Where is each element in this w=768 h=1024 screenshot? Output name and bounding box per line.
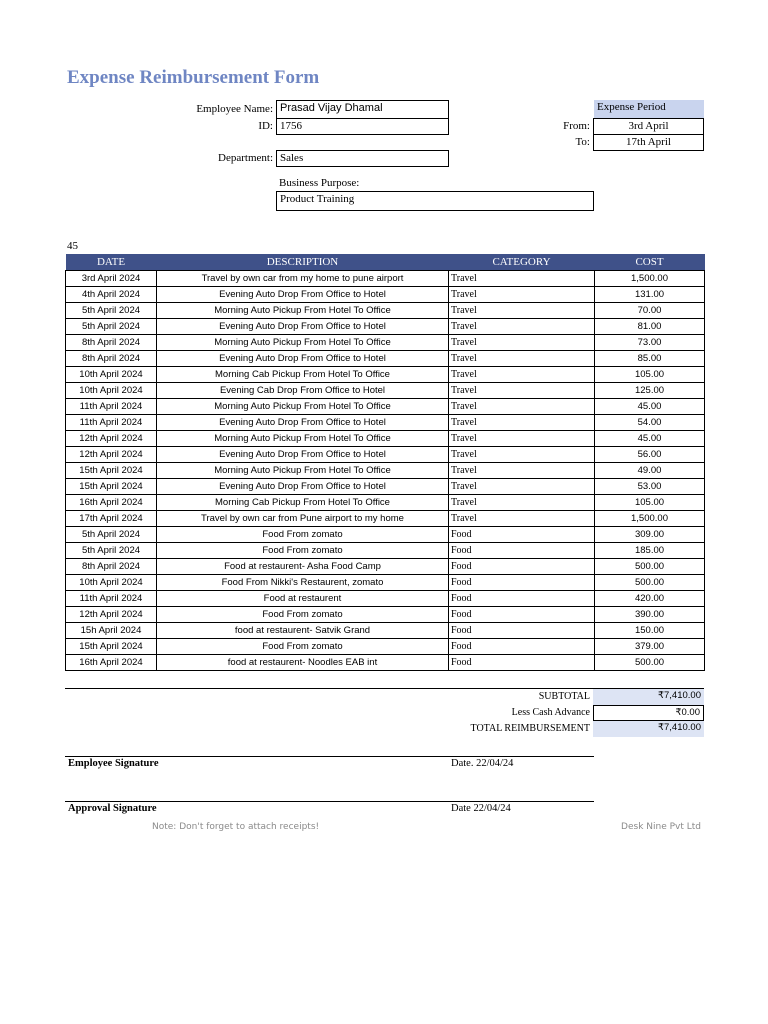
description-cell[interactable]: Food From zomato: [157, 607, 449, 623]
cash-advance-label: Less Cash Advance: [511, 707, 590, 718]
total-reimbursement-value: ₹7,410.00: [593, 721, 704, 737]
subtotal-value: ₹7,410.00: [593, 689, 704, 705]
category-cell[interactable]: Travel: [449, 271, 595, 287]
description-cell[interactable]: Travel by own car from Pune airport to my home: [157, 511, 449, 527]
cost-cell[interactable]: 131.00: [595, 287, 705, 303]
date-cell[interactable]: 16th April 2024: [66, 495, 157, 511]
date-cell[interactable]: 15th April 2024: [66, 639, 157, 655]
category-cell[interactable]: Travel: [449, 415, 595, 431]
cost-cell[interactable]: 379.00: [595, 639, 705, 655]
description-column-header: DESCRIPTION: [157, 254, 449, 271]
table-row: [66, 431, 705, 447]
date-cell[interactable]: 8th April 2024: [66, 335, 157, 351]
category-cell[interactable]: Travel: [449, 287, 595, 303]
expense-period-header: Expense Period: [594, 100, 704, 118]
date-cell[interactable]: 16th April 2024: [66, 655, 157, 671]
table-row: [66, 447, 705, 463]
date-cell[interactable]: 10th April 2024: [66, 383, 157, 399]
date-cell[interactable]: 8th April 2024: [66, 351, 157, 367]
cost-cell[interactable]: 420.00: [595, 591, 705, 607]
date-cell[interactable]: 11th April 2024: [66, 591, 157, 607]
category-cell[interactable]: Food: [449, 639, 595, 655]
subtotal-label: SUBTOTAL: [538, 691, 590, 702]
description-cell[interactable]: Evening Auto Drop From Office to Hotel: [157, 319, 449, 335]
cost-column-header: COST: [595, 254, 705, 271]
table-row: [66, 559, 705, 575]
form-title: Expense Reimbursement Form: [67, 67, 320, 88]
table-row: [66, 319, 705, 335]
category-cell[interactable]: Food: [449, 607, 595, 623]
description-cell[interactable]: food at restaurent- Noodles EAB int: [157, 655, 449, 671]
table-row: [66, 367, 705, 383]
date-cell[interactable]: 17th April 2024: [66, 511, 157, 527]
description-cell[interactable]: Morning Auto Pickup From Hotel To Office: [157, 399, 449, 415]
category-cell[interactable]: Travel: [449, 447, 595, 463]
cost-cell[interactable]: 500.00: [595, 575, 705, 591]
table-row: [66, 591, 705, 607]
employee-signature-line: [65, 756, 594, 757]
date-cell[interactable]: 12th April 2024: [66, 607, 157, 623]
description-cell[interactable]: Morning Cab Pickup From Hotel To Office: [157, 495, 449, 511]
table-row: [66, 287, 705, 303]
table-row: [66, 511, 705, 527]
description-cell[interactable]: Food at restaurent- Asha Food Camp: [157, 559, 449, 575]
date-cell[interactable]: 4th April 2024: [66, 287, 157, 303]
description-cell[interactable]: food at restaurent- Satvik Grand: [157, 623, 449, 639]
cost-cell[interactable]: 81.00: [595, 319, 705, 335]
expense-table: [65, 254, 705, 671]
table-row: [66, 495, 705, 511]
description-cell[interactable]: Evening Auto Drop From Office to Hotel: [157, 287, 449, 303]
business-purpose-field[interactable]: Product Training: [276, 191, 594, 211]
table-row: [66, 463, 705, 479]
department-field[interactable]: Sales: [276, 150, 449, 167]
cost-cell[interactable]: 150.00: [595, 623, 705, 639]
table-row: [66, 607, 705, 623]
description-cell[interactable]: Morning Auto Pickup From Hotel To Office: [157, 303, 449, 319]
id-field[interactable]: 1756: [276, 118, 449, 135]
category-cell[interactable]: Travel: [449, 495, 595, 511]
table-row: [66, 543, 705, 559]
approval-signature-line: [65, 801, 594, 802]
category-cell[interactable]: Food: [449, 575, 595, 591]
date-cell[interactable]: 15h April 2024: [66, 623, 157, 639]
category-cell[interactable]: Travel: [449, 431, 595, 447]
date-cell[interactable]: 15th April 2024: [66, 463, 157, 479]
employee-signature-label: Employee Signature: [68, 758, 159, 769]
description-cell[interactable]: Food From zomato: [157, 527, 449, 543]
receipts-note: Note: Don't forget to attach receipts!: [152, 822, 320, 832]
table-row: [66, 479, 705, 495]
date-cell[interactable]: 8th April 2024: [66, 559, 157, 575]
cost-cell[interactable]: 1,500.00: [595, 511, 705, 527]
cost-cell[interactable]: 1,500.00: [595, 271, 705, 287]
date-cell[interactable]: 5th April 2024: [66, 319, 157, 335]
table-header-row: [66, 254, 705, 271]
date-cell[interactable]: 5th April 2024: [66, 543, 157, 559]
category-column-header: CATEGORY: [449, 254, 595, 271]
cost-cell[interactable]: 500.00: [595, 559, 705, 575]
description-cell[interactable]: Evening Auto Drop From Office to Hotel: [157, 415, 449, 431]
category-cell[interactable]: Travel: [449, 463, 595, 479]
table-row: [66, 575, 705, 591]
category-cell[interactable]: Food: [449, 559, 595, 575]
description-cell[interactable]: Morning Auto Pickup From Hotel To Office: [157, 335, 449, 351]
description-cell[interactable]: Evening Cab Drop From Office to Hotel: [157, 383, 449, 399]
cost-cell[interactable]: 54.00: [595, 415, 705, 431]
business-purpose-label: Business Purpose:: [279, 177, 360, 189]
category-cell[interactable]: Travel: [449, 319, 595, 335]
description-cell[interactable]: Food From Nikki's Restaurent, zomato: [157, 575, 449, 591]
company-name: Desk Nine Pvt Ltd: [621, 822, 701, 832]
description-cell[interactable]: Travel by own car from my home to pune airport: [157, 271, 449, 287]
date-cell[interactable]: 5th April 2024: [66, 527, 157, 543]
to-date-field[interactable]: 17th April: [593, 134, 704, 151]
cost-cell[interactable]: 85.00: [595, 351, 705, 367]
category-cell[interactable]: Travel: [449, 335, 595, 351]
to-label: To:: [575, 136, 590, 148]
cost-cell[interactable]: 309.00: [595, 527, 705, 543]
description-cell[interactable]: Food From zomato: [157, 543, 449, 559]
category-cell[interactable]: Travel: [449, 367, 595, 383]
cost-cell[interactable]: 70.00: [595, 303, 705, 319]
from-label: From:: [563, 120, 590, 132]
stray-cell-value: 45: [67, 240, 78, 252]
category-cell[interactable]: Food: [449, 591, 595, 607]
table-row: [66, 527, 705, 543]
category-cell[interactable]: Food: [449, 527, 595, 543]
description-cell[interactable]: Food From zomato: [157, 639, 449, 655]
table-row: [66, 351, 705, 367]
cost-cell[interactable]: 105.00: [595, 495, 705, 511]
date-cell[interactable]: 15th April 2024: [66, 479, 157, 495]
date-cell[interactable]: 12th April 2024: [66, 447, 157, 463]
cost-cell[interactable]: 105.00: [595, 367, 705, 383]
table-row: [66, 383, 705, 399]
category-cell[interactable]: Food: [449, 623, 595, 639]
category-cell[interactable]: Travel: [449, 511, 595, 527]
category-cell[interactable]: Travel: [449, 351, 595, 367]
category-cell[interactable]: Travel: [449, 479, 595, 495]
id-label: ID:: [258, 120, 273, 132]
table-row: [66, 399, 705, 415]
description-cell[interactable]: Evening Auto Drop From Office to Hotel: [157, 351, 449, 367]
description-cell[interactable]: Morning Auto Pickup From Hotel To Office: [157, 431, 449, 447]
cost-cell[interactable]: 53.00: [595, 479, 705, 495]
cost-cell[interactable]: 390.00: [595, 607, 705, 623]
description-cell[interactable]: Morning Auto Pickup From Hotel To Office: [157, 463, 449, 479]
employee-signature-date: Date. 22/04/24: [451, 758, 514, 769]
description-cell[interactable]: Morning Cab Pickup From Hotel To Office: [157, 367, 449, 383]
cost-cell[interactable]: 125.00: [595, 383, 705, 399]
cost-cell[interactable]: 500.00: [595, 655, 705, 671]
table-row: [66, 623, 705, 639]
date-cell[interactable]: 12th April 2024: [66, 431, 157, 447]
category-cell[interactable]: Travel: [449, 399, 595, 415]
cash-advance-field[interactable]: ₹0.00: [593, 705, 704, 721]
table-row: [66, 335, 705, 351]
table-row: [66, 639, 705, 655]
description-cell[interactable]: Evening Auto Drop From Office to Hotel: [157, 479, 449, 495]
description-cell[interactable]: Food at restaurent: [157, 591, 449, 607]
table-row: [66, 415, 705, 431]
date-cell[interactable]: 10th April 2024: [66, 575, 157, 591]
category-cell[interactable]: Travel: [449, 303, 595, 319]
cost-cell[interactable]: 56.00: [595, 447, 705, 463]
date-cell[interactable]: 3rd April 2024: [66, 271, 157, 287]
date-cell[interactable]: 5th April 2024: [66, 303, 157, 319]
category-cell[interactable]: Travel: [449, 383, 595, 399]
date-cell[interactable]: 11th April 2024: [66, 399, 157, 415]
category-cell[interactable]: Food: [449, 655, 595, 671]
date-cell[interactable]: 11th April 2024: [66, 415, 157, 431]
employee-name-label: Employee Name:: [196, 103, 273, 115]
from-date-field[interactable]: 3rd April: [593, 118, 704, 135]
table-row: [66, 655, 705, 671]
cost-cell[interactable]: 73.00: [595, 335, 705, 351]
category-cell[interactable]: Food: [449, 543, 595, 559]
approval-signature-label: Approval Signature: [68, 803, 157, 814]
cost-cell[interactable]: 49.00: [595, 463, 705, 479]
employee-name-field[interactable]: Prasad Vijay Dhamal: [276, 100, 449, 119]
approval-signature-date: Date 22/04/24: [451, 803, 511, 814]
date-cell[interactable]: 10th April 2024: [66, 367, 157, 383]
total-reimbursement-label: TOTAL REIMBURSEMENT: [470, 723, 590, 734]
cost-cell[interactable]: 45.00: [595, 431, 705, 447]
table-row: [66, 271, 705, 287]
description-cell[interactable]: Evening Auto Drop From Office to Hotel: [157, 447, 449, 463]
date-column-header: DATE: [66, 254, 157, 271]
cost-cell[interactable]: 45.00: [595, 399, 705, 415]
department-label: Department:: [218, 152, 273, 164]
cost-cell[interactable]: 185.00: [595, 543, 705, 559]
table-row: [66, 303, 705, 319]
